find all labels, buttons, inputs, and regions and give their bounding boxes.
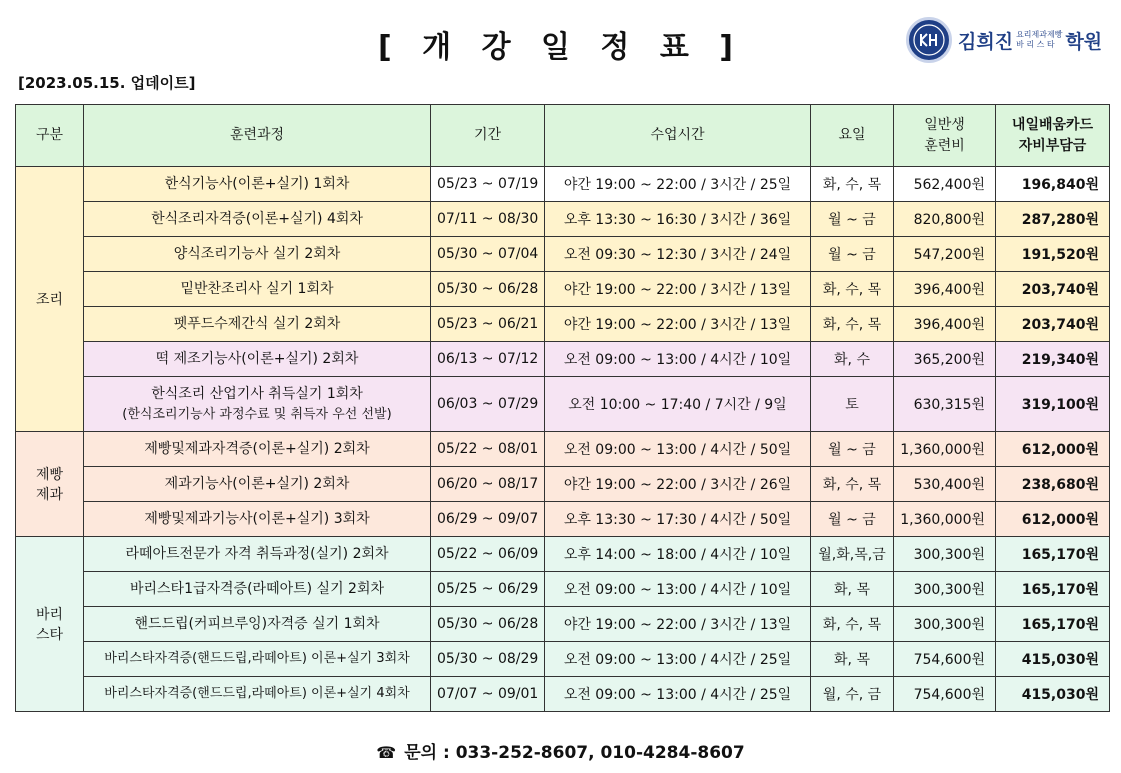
logo-academy: 학원 [1065, 30, 1103, 53]
course-fee: 820,800원 [894, 202, 996, 237]
table-row [16, 342, 1110, 377]
course-self-pay: 415,030원 [996, 677, 1110, 712]
course-name [84, 377, 431, 432]
category-baking [16, 432, 84, 537]
course-period: 05/23 ~ 07/19 [431, 167, 545, 202]
category-barista-line2: 스타 [35, 627, 64, 643]
course-days: 화, 수, 목 [811, 272, 894, 307]
update-date: [2023.05.15. 업데이트] [18, 74, 196, 92]
course-name: 바리스타1급자격증(라떼아트) 실기 2회차 [84, 572, 431, 607]
course-name: 라떼아트전문가 자격 취득과정(실기) 2회차 [84, 537, 431, 572]
course-fee: 396,400원 [894, 307, 996, 342]
course-period: 06/03 ~ 07/29 [431, 377, 545, 432]
course-days: 화, 수, 목 [811, 467, 894, 502]
course-period: 05/30 ~ 08/29 [431, 642, 545, 677]
course-self-pay: 165,170원 [996, 607, 1110, 642]
course-period: 05/30 ~ 07/04 [431, 237, 545, 272]
course-name-note: (한식조리기능사 과정수료 및 취득자 우선 선발) [122, 406, 392, 422]
logo-name: 김희진 [958, 30, 1014, 53]
course-self-pay: 612,000원 [996, 502, 1110, 537]
logo-seal-icon [906, 17, 952, 63]
course-period: 07/07 ~ 09/01 [431, 677, 545, 712]
course-days: 월 ~ 금 [811, 432, 894, 467]
course-period: 06/29 ~ 09/07 [431, 502, 545, 537]
course-days: 월, 수, 금 [811, 677, 894, 712]
table-row [16, 307, 1110, 342]
course-fee: 754,600원 [894, 642, 996, 677]
table-row [16, 467, 1110, 502]
course-days: 화, 수, 목 [811, 607, 894, 642]
course-name: 바리스타자격증(핸드드립,라떼아트) 이론+실기 3회차 [84, 642, 431, 677]
course-period: 07/11 ~ 08/30 [431, 202, 545, 237]
phone-icon: ☎ [376, 743, 397, 762]
table-row [16, 537, 1110, 572]
course-time: 야간 19:00 ~ 22:00 / 3시간 / 25일 [545, 167, 811, 202]
course-name: 제빵및제과자격증(이론+실기) 2회차 [84, 432, 431, 467]
header-fee-line2: 훈련비 [924, 137, 965, 154]
table-row [16, 677, 1110, 712]
table-row [16, 167, 1110, 202]
course-time: 오전 10:00 ~ 17:40 / 7시간 / 9일 [545, 377, 811, 432]
course-self-pay: 203,740원 [996, 307, 1110, 342]
header-fee-line1: 일반생 [924, 116, 965, 133]
header-days: 요일 [811, 105, 894, 167]
course-period: 05/22 ~ 06/09 [431, 537, 545, 572]
course-name: 바리스타자격증(핸드드립,라떼아트) 이론+실기 4회차 [84, 677, 431, 712]
table-row [16, 642, 1110, 677]
table-row [16, 237, 1110, 272]
course-name: 핸드드립(커피브루잉)자격증 실기 1회차 [84, 607, 431, 642]
course-name: 밑반찬조리사 실기 1회차 [84, 272, 431, 307]
course-period: 06/20 ~ 08/17 [431, 467, 545, 502]
course-period: 05/23 ~ 06/21 [431, 307, 545, 342]
page-title: [ 개 강 일 정 표 ] [378, 30, 743, 65]
course-fee: 1,360,000원 [894, 502, 996, 537]
course-self-pay: 203,740원 [996, 272, 1110, 307]
course-days: 화, 수, 목 [811, 167, 894, 202]
course-time: 오전 09:00 ~ 13:00 / 4시간 / 50일 [545, 432, 811, 467]
course-name: 제과기능사(이론+실기) 2회차 [84, 467, 431, 502]
course-days: 토 [811, 377, 894, 432]
course-self-pay: 238,680원 [996, 467, 1110, 502]
course-name: 한식기능사(이론+실기) 1회차 [84, 167, 431, 202]
course-days: 화, 수, 목 [811, 307, 894, 342]
category-cooking: 조리 [16, 167, 84, 432]
course-self-pay: 191,520원 [996, 237, 1110, 272]
course-time: 오전 09:00 ~ 13:00 / 4시간 / 25일 [545, 642, 811, 677]
course-time: 오전 09:00 ~ 13:00 / 4시간 / 25일 [545, 677, 811, 712]
course-days: 월,화,목,금 [811, 537, 894, 572]
contact-info [0, 738, 1121, 763]
course-name: 펫푸드수제간식 실기 2회차 [84, 307, 431, 342]
course-time: 야간 19:00 ~ 22:00 / 3시간 / 13일 [545, 607, 811, 642]
category-barista [16, 537, 84, 712]
header-time: 수업시간 [545, 105, 811, 167]
course-self-pay: 165,170원 [996, 572, 1110, 607]
course-time: 오후 13:30 ~ 16:30 / 3시간 / 36일 [545, 202, 811, 237]
course-time: 야간 19:00 ~ 22:00 / 3시간 / 13일 [545, 307, 811, 342]
course-time: 야간 19:00 ~ 22:00 / 3시간 / 13일 [545, 272, 811, 307]
header-fee [894, 105, 996, 167]
table-header-row [16, 105, 1110, 167]
course-period: 06/13 ~ 07/12 [431, 342, 545, 377]
course-fee: 562,400원 [894, 167, 996, 202]
course-name-main: 한식조리 산업기사 취득실기 1회차 [151, 385, 363, 402]
course-days: 화, 목 [811, 572, 894, 607]
header-category: 구분 [16, 105, 84, 167]
logo-sub-line2: 바 리 스 타 [1016, 40, 1055, 49]
course-self-pay: 165,170원 [996, 537, 1110, 572]
table-row [16, 607, 1110, 642]
table-row [16, 572, 1110, 607]
course-fee: 754,600원 [894, 677, 996, 712]
contact-text: 문의 : 033-252-8607, 010-4284-8607 [404, 743, 745, 763]
course-days: 월 ~ 금 [811, 237, 894, 272]
table-row [16, 502, 1110, 537]
course-fee: 547,200원 [894, 237, 996, 272]
category-baking-line2: 제과 [35, 487, 64, 503]
course-self-pay: 196,840원 [996, 167, 1110, 202]
course-fee: 300,300원 [894, 537, 996, 572]
table-row [16, 377, 1110, 432]
course-time: 오후 14:00 ~ 18:00 / 4시간 / 10일 [545, 537, 811, 572]
header-period: 기간 [431, 105, 545, 167]
header-card-line2: 자비부담금 [1018, 137, 1087, 154]
course-name: 양식조리기능사 실기 2회차 [84, 237, 431, 272]
table-row [16, 432, 1110, 467]
course-name: 제빵및제과기능사(이론+실기) 3회차 [84, 502, 431, 537]
course-days: 월 ~ 금 [811, 502, 894, 537]
course-fee: 396,400원 [894, 272, 996, 307]
table-row [16, 202, 1110, 237]
course-fee: 365,200원 [894, 342, 996, 377]
course-fee: 1,360,000원 [894, 432, 996, 467]
course-name: 한식조리자격증(이론+실기) 4회차 [84, 202, 431, 237]
course-fee: 630,315원 [894, 377, 996, 432]
course-time: 오전 09:00 ~ 13:00 / 4시간 / 10일 [545, 572, 811, 607]
course-self-pay: 319,100원 [996, 377, 1110, 432]
course-fee: 300,300원 [894, 607, 996, 642]
course-time: 오전 09:00 ~ 13:00 / 4시간 / 10일 [545, 342, 811, 377]
course-days: 화, 목 [811, 642, 894, 677]
course-period: 05/25 ~ 06/29 [431, 572, 545, 607]
category-barista-line1: 바리 [35, 607, 64, 623]
course-self-pay: 287,280원 [996, 202, 1110, 237]
course-time: 오전 09:30 ~ 12:30 / 3시간 / 24일 [545, 237, 811, 272]
course-time: 야간 19:00 ~ 22:00 / 3시간 / 26일 [545, 467, 811, 502]
course-period: 05/30 ~ 06/28 [431, 607, 545, 642]
category-baking-line1: 제빵 [35, 467, 64, 483]
schedule-table [15, 104, 1110, 712]
course-self-pay: 612,000원 [996, 432, 1110, 467]
course-period: 05/22 ~ 08/01 [431, 432, 545, 467]
course-self-pay: 219,340원 [996, 342, 1110, 377]
course-self-pay: 415,030원 [996, 642, 1110, 677]
academy-logo [906, 14, 1102, 66]
table-row [16, 272, 1110, 307]
course-fee: 300,300원 [894, 572, 996, 607]
header-card [996, 105, 1110, 167]
course-time: 오후 13:30 ~ 17:30 / 4시간 / 50일 [545, 502, 811, 537]
course-name: 떡 제조기능사(이론+실기) 2회차 [84, 342, 431, 377]
header-card-line1: 내일배움카드 [1011, 116, 1094, 133]
course-fee: 530,400원 [894, 467, 996, 502]
course-period: 05/30 ~ 06/28 [431, 272, 545, 307]
header-course: 훈련과정 [84, 105, 431, 167]
course-days: 화, 수 [811, 342, 894, 377]
logo-sub-line1: 요리제과제빵 [1016, 30, 1063, 39]
course-days: 월 ~ 금 [811, 202, 894, 237]
